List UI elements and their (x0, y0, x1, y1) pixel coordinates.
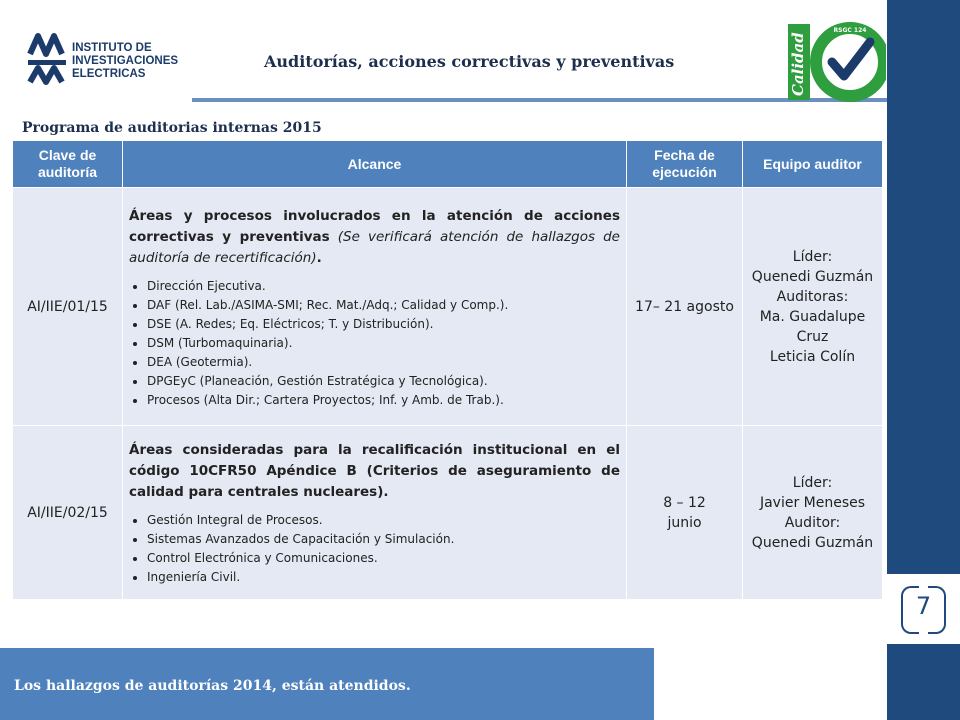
col-header-clave: Clave de auditoría (13, 141, 123, 188)
iie-logo (12, 14, 192, 108)
scope-description: Áreas y procesos involucrados en la atención de acciones correctivas y preventivas (Se verificará atención de hallazgos de auditoría de recertificación). (129, 207, 620, 266)
footer-bar (0, 648, 654, 720)
svg-text:Calidad: Calidad (789, 32, 807, 96)
header-divider (192, 98, 887, 102)
iso-certification-logo (786, 18, 886, 102)
audit-team: Líder: Quenedi Guzmán Auditoras: Ma. Guadalupe Cruz Leticia Colín (743, 188, 883, 426)
execution-date: 17– 21 agosto (627, 188, 743, 426)
list-item: • Ingeniería Civil. (147, 568, 620, 587)
scope-description: Áreas consideradas para la recalificación institucional en el código 10CFR50 Apéndice B (Criterios de aseguramiento de calidad para centrales nucleares). (129, 442, 620, 500)
scope-list (129, 511, 620, 587)
audit-scope (123, 188, 627, 426)
audit-code: AI/IIE/02/15 (13, 426, 123, 600)
list-item: • Control Electrónica y Comunicaciones. (147, 549, 620, 568)
list-item: • DAF (Rel. Lab./ASIMA-SMI; Rec. Mat./Adq.; Calidad y Comp.). (147, 296, 620, 315)
section-title: Programa de auditorias internas 2015 (22, 120, 322, 136)
col-header-alcance: Alcance (123, 141, 627, 188)
page-title: Auditorías, acciones correctivas y preventivas (264, 52, 675, 71)
logo-line-3: ELECTRICAS (72, 68, 146, 80)
list-item: • Sistemas Avanzados de Capacitación y Simulación. (147, 530, 620, 549)
list-item: • DSM (Turbomaquinaria). (147, 334, 620, 353)
logo-line-1: INSTITUTO DE (72, 42, 152, 54)
iie-logo-mark-icon (26, 24, 68, 96)
list-item: • Gestión Integral de Procesos. (147, 511, 620, 530)
footer-text: Los hallazgos de auditorías 2014, están atendidos. (14, 678, 411, 694)
table-header-row (13, 141, 883, 188)
audit-team: Líder: Javier Meneses Auditor: Quenedi Guzmán (743, 426, 883, 600)
page-number: 7 (915, 592, 932, 620)
list-item: • DEA (Geotermia). (147, 353, 620, 372)
table-row (13, 188, 883, 426)
audit-program-table (12, 140, 883, 600)
list-item: • DSE (A. Redes; Eq. Eléctricos; T. y Distribución). (147, 315, 620, 334)
execution-date: 8 – 12 junio (627, 426, 743, 600)
list-item: • Dirección Ejecutiva. (147, 277, 620, 296)
audit-scope (123, 426, 627, 600)
logo-line-2: INVESTIGACIONES (72, 55, 179, 67)
svg-text:RSGC 124: RSGC 124 (833, 27, 867, 34)
col-header-fecha: Fecha de ejecución (627, 141, 743, 188)
audit-code: AI/IIE/01/15 (13, 188, 123, 426)
col-header-equipo: Equipo auditor (743, 141, 883, 188)
list-item: • Procesos (Alta Dir.; Cartera Proyectos; Inf. y Amb. de Trab.). (147, 391, 620, 410)
page-number-badge (887, 574, 960, 644)
table-row (13, 426, 883, 600)
scope-list (129, 277, 620, 410)
list-item: • DPGEyC (Planeación, Gestión Estratégica y Tecnológica). (147, 372, 620, 391)
logo-text (72, 42, 178, 81)
